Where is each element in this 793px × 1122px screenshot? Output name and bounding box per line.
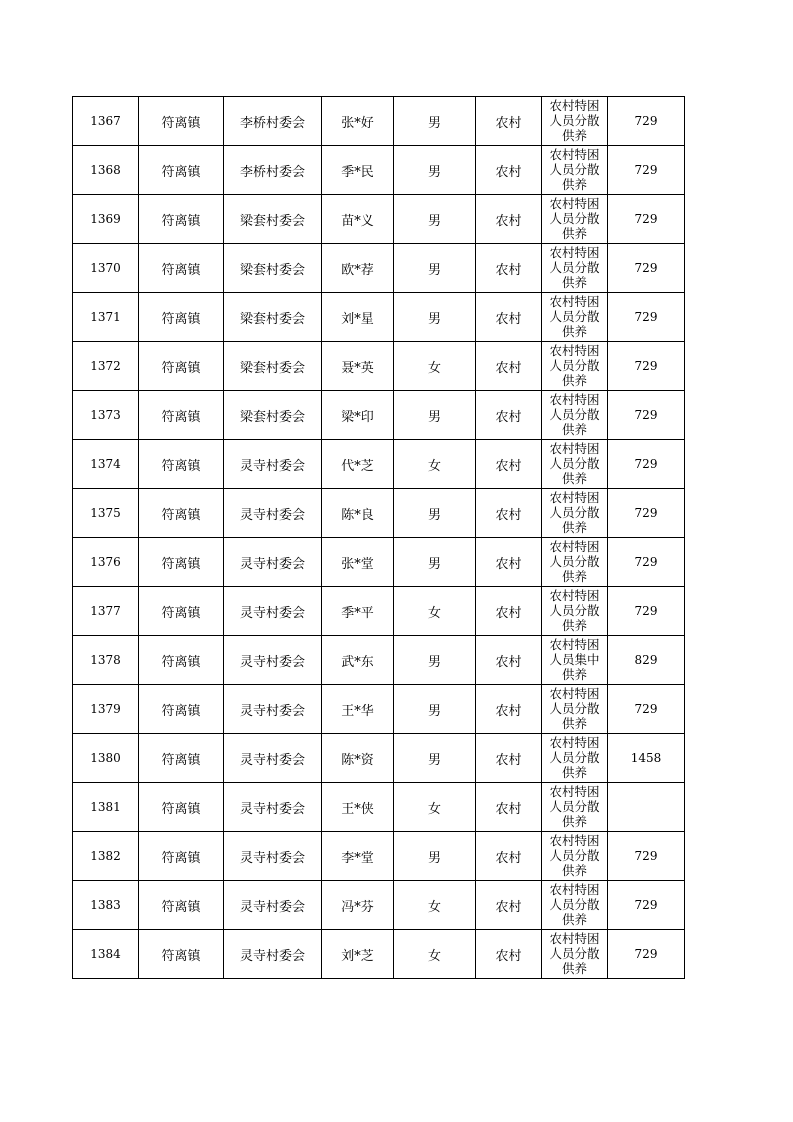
person-name-cell: 季*平 [322,587,394,636]
person-name-cell: 代*芝 [322,440,394,489]
town-cell: 符离镇 [139,146,224,195]
table-row [73,734,685,783]
town-cell: 符离镇 [139,685,224,734]
gender-cell: 男 [394,489,476,538]
gender-cell: 男 [394,195,476,244]
town-cell: 符离镇 [139,293,224,342]
village-committee-cell: 灵寺村委会 [224,440,322,489]
support-category-cell [542,97,608,146]
person-name-cell: 欧*荐 [322,244,394,293]
record-number-cell: 1375 [73,489,139,538]
support-category-text: 农村特困 人员分散 供养 [549,882,600,927]
record-number-cell: 1373 [73,391,139,440]
gender-cell: 女 [394,440,476,489]
record-number-cell: 1371 [73,293,139,342]
person-name-cell: 陈*良 [322,489,394,538]
support-category-text: 农村特困 人员分散 供养 [549,833,600,878]
gender-cell: 男 [394,734,476,783]
area-type-cell: 农村 [476,636,542,685]
person-name-cell: 梁*印 [322,391,394,440]
record-number-cell: 1369 [73,195,139,244]
town-cell: 符离镇 [139,636,224,685]
area-type-cell: 农村 [476,930,542,979]
table-row [73,391,685,440]
support-category-text: 农村特困 人员分散 供养 [549,735,600,780]
town-cell: 符离镇 [139,342,224,391]
amount-cell: 729 [608,195,685,244]
record-number-cell: 1384 [73,930,139,979]
support-category-text: 农村特困 人员分散 供养 [549,392,600,437]
gender-cell: 女 [394,930,476,979]
amount-cell: 729 [608,881,685,930]
record-number-cell: 1378 [73,636,139,685]
village-committee-cell: 灵寺村委会 [224,587,322,636]
town-cell: 符离镇 [139,930,224,979]
record-number-cell: 1379 [73,685,139,734]
area-type-cell: 农村 [476,342,542,391]
town-cell: 符离镇 [139,538,224,587]
support-category-cell [542,489,608,538]
amount-cell [608,783,685,832]
support-category-cell [542,832,608,881]
town-cell: 符离镇 [139,881,224,930]
village-committee-cell: 灵寺村委会 [224,734,322,783]
table-row [73,783,685,832]
amount-cell: 729 [608,685,685,734]
amount-cell: 729 [608,489,685,538]
amount-cell: 729 [608,293,685,342]
town-cell: 符离镇 [139,440,224,489]
area-type-cell: 农村 [476,881,542,930]
village-committee-cell: 梁套村委会 [224,342,322,391]
support-category-text: 农村特困 人员分散 供养 [549,245,600,290]
village-committee-cell: 灵寺村委会 [224,881,322,930]
area-type-cell: 农村 [476,783,542,832]
village-committee-cell: 灵寺村委会 [224,685,322,734]
record-number-cell: 1382 [73,832,139,881]
town-cell: 符离镇 [139,244,224,293]
table-row [73,146,685,195]
person-name-cell: 李*堂 [322,832,394,881]
town-cell: 符离镇 [139,832,224,881]
town-cell: 符离镇 [139,489,224,538]
table-row [73,930,685,979]
village-committee-cell: 灵寺村委会 [224,832,322,881]
record-number-cell: 1372 [73,342,139,391]
support-category-cell [542,636,608,685]
gender-cell: 女 [394,783,476,832]
gender-cell: 男 [394,391,476,440]
area-type-cell: 农村 [476,293,542,342]
table-row [73,685,685,734]
table-row [73,832,685,881]
village-committee-cell: 灵寺村委会 [224,538,322,587]
village-committee-cell: 梁套村委会 [224,391,322,440]
town-cell: 符离镇 [139,97,224,146]
village-committee-cell: 灵寺村委会 [224,783,322,832]
amount-cell: 729 [608,146,685,195]
village-committee-cell: 灵寺村委会 [224,489,322,538]
support-category-text: 农村特困 人员分散 供养 [549,784,600,829]
support-category-cell [542,587,608,636]
support-category-text: 农村特困 人员分散 供养 [549,931,600,976]
support-category-cell [542,195,608,244]
table-row [73,440,685,489]
record-number-cell: 1368 [73,146,139,195]
person-name-cell: 武*东 [322,636,394,685]
support-category-text: 农村特困 人员集中 供养 [549,637,600,682]
support-category-cell [542,734,608,783]
person-name-cell: 季*民 [322,146,394,195]
town-cell: 符离镇 [139,587,224,636]
amount-cell: 729 [608,587,685,636]
area-type-cell: 农村 [476,832,542,881]
record-number-cell: 1377 [73,587,139,636]
area-type-cell: 农村 [476,244,542,293]
gender-cell: 男 [394,244,476,293]
support-category-text: 农村特困 人员分散 供养 [549,588,600,633]
village-committee-cell: 灵寺村委会 [224,636,322,685]
area-type-cell: 农村 [476,489,542,538]
area-type-cell: 农村 [476,195,542,244]
gender-cell: 女 [394,342,476,391]
support-category-cell [542,685,608,734]
table-row [73,97,685,146]
area-type-cell: 农村 [476,440,542,489]
support-category-text: 农村特困 人员分散 供养 [549,196,600,241]
town-cell: 符离镇 [139,195,224,244]
village-committee-cell: 梁套村委会 [224,293,322,342]
support-category-cell [542,391,608,440]
support-category-cell [542,930,608,979]
gender-cell: 男 [394,538,476,587]
support-category-cell [542,881,608,930]
village-committee-cell: 灵寺村委会 [224,930,322,979]
record-number-cell: 1367 [73,97,139,146]
amount-cell: 729 [608,97,685,146]
record-number-cell: 1381 [73,783,139,832]
support-category-cell [542,342,608,391]
gender-cell: 男 [394,685,476,734]
support-category-text: 农村特困 人员分散 供养 [549,686,600,731]
village-committee-cell: 李桥村委会 [224,146,322,195]
support-category-text: 农村特困 人员分散 供养 [549,343,600,388]
town-cell: 符离镇 [139,391,224,440]
amount-cell: 729 [608,391,685,440]
gender-cell: 男 [394,636,476,685]
support-category-text: 农村特困 人员分散 供养 [549,490,600,535]
table-row [73,538,685,587]
gender-cell: 男 [394,832,476,881]
record-number-cell: 1380 [73,734,139,783]
gender-cell: 男 [394,293,476,342]
table-row [73,489,685,538]
gender-cell: 女 [394,881,476,930]
beneficiary-table [72,96,685,979]
amount-cell: 829 [608,636,685,685]
person-name-cell: 王*侠 [322,783,394,832]
gender-cell: 女 [394,587,476,636]
record-number-cell: 1383 [73,881,139,930]
support-category-cell [542,244,608,293]
area-type-cell: 农村 [476,587,542,636]
amount-cell: 729 [608,342,685,391]
village-committee-cell: 梁套村委会 [224,244,322,293]
area-type-cell: 农村 [476,734,542,783]
support-category-cell [542,440,608,489]
person-name-cell: 刘*星 [322,293,394,342]
town-cell: 符离镇 [139,734,224,783]
support-category-cell [542,293,608,342]
area-type-cell: 农村 [476,391,542,440]
table-row [73,293,685,342]
person-name-cell: 聂*英 [322,342,394,391]
area-type-cell: 农村 [476,97,542,146]
support-category-cell [542,146,608,195]
table-row [73,587,685,636]
table-row [73,342,685,391]
person-name-cell: 苗*义 [322,195,394,244]
amount-cell: 1458 [608,734,685,783]
record-number-cell: 1370 [73,244,139,293]
amount-cell: 729 [608,930,685,979]
support-category-text: 农村特困 人员分散 供养 [549,294,600,339]
table-row [73,195,685,244]
person-name-cell: 张*堂 [322,538,394,587]
gender-cell: 男 [394,97,476,146]
support-category-text: 农村特困 人员分散 供养 [549,441,600,486]
support-category-text: 农村特困 人员分散 供养 [549,539,600,584]
amount-cell: 729 [608,440,685,489]
table-row [73,636,685,685]
amount-cell: 729 [608,832,685,881]
support-category-cell [542,538,608,587]
table-row [73,244,685,293]
town-cell: 符离镇 [139,783,224,832]
village-committee-cell: 梁套村委会 [224,195,322,244]
table-body [73,97,685,979]
gender-cell: 男 [394,146,476,195]
person-name-cell: 王*华 [322,685,394,734]
support-category-cell [542,783,608,832]
area-type-cell: 农村 [476,146,542,195]
person-name-cell: 陈*资 [322,734,394,783]
record-number-cell: 1376 [73,538,139,587]
person-name-cell: 刘*芝 [322,930,394,979]
area-type-cell: 农村 [476,685,542,734]
support-category-text: 农村特困 人员分散 供养 [549,98,600,143]
support-category-text: 农村特困 人员分散 供养 [549,147,600,192]
amount-cell: 729 [608,538,685,587]
village-committee-cell: 李桥村委会 [224,97,322,146]
area-type-cell: 农村 [476,538,542,587]
amount-cell: 729 [608,244,685,293]
table-row [73,881,685,930]
person-name-cell: 张*好 [322,97,394,146]
record-number-cell: 1374 [73,440,139,489]
person-name-cell: 冯*芬 [322,881,394,930]
